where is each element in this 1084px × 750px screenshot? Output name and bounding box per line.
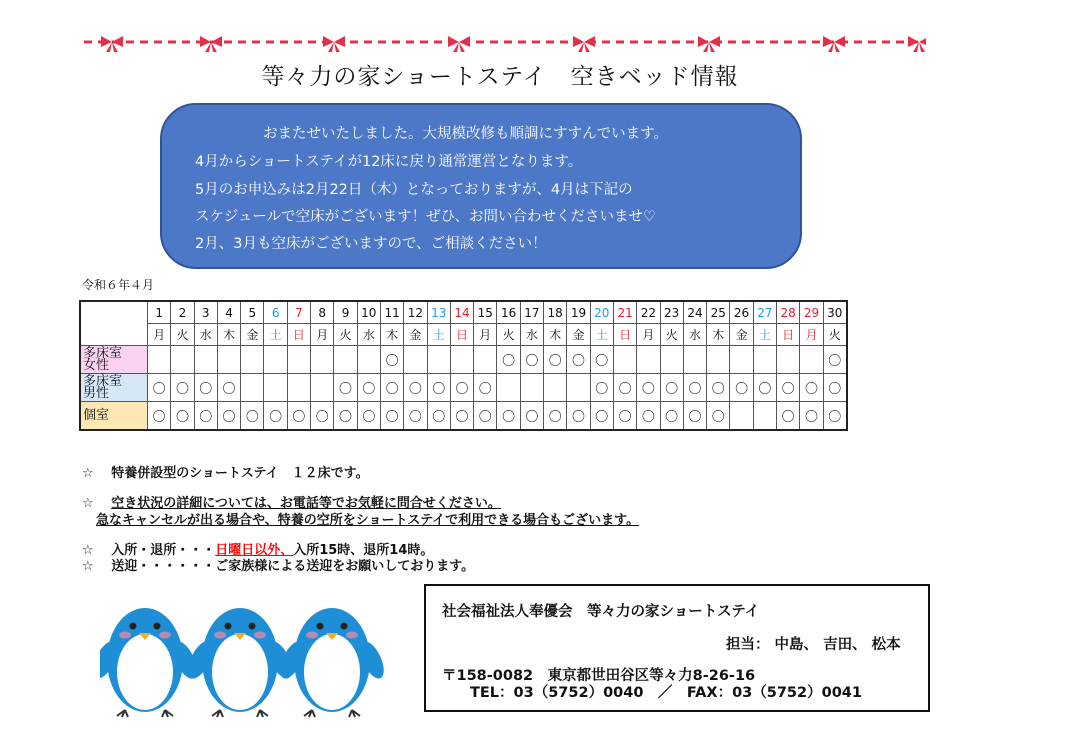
day-number: 7 — [287, 301, 310, 324]
empty-cell — [707, 346, 730, 374]
day-number: 14 — [450, 301, 473, 324]
available-mark: 〇 — [590, 374, 613, 402]
page-title: 等々力の家ショートステイ 空きベッド情報 — [261, 64, 739, 90]
weekday-label: 土 — [753, 324, 776, 346]
empty-cell — [613, 346, 636, 374]
ribbon-bow-icon — [823, 36, 845, 52]
available-mark: 〇 — [567, 402, 590, 431]
available-mark: 〇 — [380, 402, 403, 431]
empty-cell — [800, 346, 823, 374]
weekday-label: 金 — [730, 324, 753, 346]
empty-cell — [241, 346, 264, 374]
empty-cell — [544, 374, 567, 402]
empty-cell — [427, 346, 450, 374]
day-number: 23 — [660, 301, 683, 324]
day-number: 5 — [241, 301, 264, 324]
available-mark: 〇 — [637, 374, 660, 402]
phone-fax: TEL：03（5752）0040 ／ FAX：03（5752）0041 — [470, 685, 862, 701]
weekday-label: 月 — [311, 324, 334, 346]
star-icon: ☆ — [82, 543, 94, 558]
day-number: 4 — [217, 301, 240, 324]
empty-cell — [660, 346, 683, 374]
room-row — [80, 402, 847, 431]
available-mark: 〇 — [637, 402, 660, 431]
day-number: 27 — [753, 301, 776, 324]
note-item — [82, 555, 474, 574]
available-mark: 〇 — [194, 374, 217, 402]
day-number: 26 — [730, 301, 753, 324]
weekday-label: 日 — [613, 324, 636, 346]
day-number: 9 — [334, 301, 357, 324]
available-mark: 〇 — [800, 374, 823, 402]
availability-calendar — [79, 300, 848, 431]
available-mark: 〇 — [590, 346, 613, 374]
day-number: 6 — [264, 301, 287, 324]
ribbon-decoration — [84, 36, 926, 54]
weekday-label: 木 — [544, 324, 567, 346]
ribbon-bow-icon — [908, 36, 926, 52]
available-mark: 〇 — [334, 374, 357, 402]
weekday-label: 日 — [450, 324, 473, 346]
available-mark: 〇 — [148, 374, 171, 402]
available-mark: 〇 — [544, 402, 567, 431]
weekday-label: 水 — [194, 324, 217, 346]
star-icon: ☆ — [82, 559, 94, 574]
available-mark: 〇 — [474, 374, 497, 402]
weekday-label: 日 — [777, 324, 800, 346]
available-mark: 〇 — [823, 402, 847, 431]
star-icon: ☆ — [82, 466, 94, 481]
available-mark: 〇 — [148, 402, 171, 431]
empty-cell — [171, 346, 194, 374]
day-number: 29 — [800, 301, 823, 324]
available-mark: 〇 — [450, 402, 473, 431]
available-mark: 〇 — [264, 402, 287, 431]
weekday-label: 金 — [404, 324, 427, 346]
calendar-corner-cell — [80, 301, 148, 346]
weekday-label: 月 — [800, 324, 823, 346]
available-mark: 〇 — [660, 402, 683, 431]
announcement-line: 2月、3月も空床がございますので、ご相談ください！ — [195, 236, 547, 252]
available-mark: 〇 — [357, 374, 380, 402]
weekday-label: 火 — [660, 324, 683, 346]
empty-cell — [241, 374, 264, 402]
available-mark: 〇 — [380, 374, 403, 402]
empty-cell — [194, 346, 217, 374]
weekday-label: 火 — [497, 324, 520, 346]
day-number: 18 — [544, 301, 567, 324]
announcement-bubble — [160, 103, 802, 269]
available-mark: 〇 — [427, 374, 450, 402]
empty-cell — [334, 346, 357, 374]
note-text: 送迎・・・・・・ご家族様による送迎をお願いしております。 — [111, 559, 475, 574]
available-mark: 〇 — [660, 374, 683, 402]
available-mark: 〇 — [613, 402, 636, 431]
weekday-label: 金 — [567, 324, 590, 346]
day-number: 2 — [171, 301, 194, 324]
day-number: 13 — [427, 301, 450, 324]
day-number: 3 — [194, 301, 217, 324]
day-number: 12 — [404, 301, 427, 324]
available-mark: 〇 — [683, 402, 706, 431]
available-mark: 〇 — [171, 402, 194, 431]
weekday-label: 水 — [520, 324, 543, 346]
day-number: 21 — [613, 301, 636, 324]
available-mark: 〇 — [311, 402, 334, 431]
announcement-line: おまたせいたしました。大規模改修も順調にすすんでいます。 — [263, 126, 668, 142]
available-mark: 〇 — [567, 346, 590, 374]
weekday-label: 日 — [287, 324, 310, 346]
address: 〒158-0082 東京都世田谷区等々力8-26-16 — [442, 668, 756, 684]
star-icon: ☆ — [82, 496, 94, 511]
weekday-label: 木 — [707, 324, 730, 346]
available-mark: 〇 — [427, 402, 450, 431]
available-mark: 〇 — [474, 402, 497, 431]
weekday-label: 土 — [264, 324, 287, 346]
available-mark: 〇 — [520, 402, 543, 431]
penguin-icon — [275, 608, 388, 717]
note-text: 特養併設型のショートステイ １２床です。 — [111, 466, 369, 481]
day-number: 20 — [590, 301, 613, 324]
available-mark: 〇 — [777, 374, 800, 402]
ribbon-bow-icon — [101, 36, 123, 52]
staff-names: 担当： 中島、 吉田、 松本 — [726, 637, 901, 653]
available-mark: 〇 — [497, 402, 520, 431]
day-number: 22 — [637, 301, 660, 324]
room-type-label: 多床室 男性 — [80, 374, 148, 402]
available-mark: 〇 — [520, 346, 543, 374]
available-mark: 〇 — [707, 402, 730, 431]
note-item — [96, 509, 639, 528]
weekday-label: 水 — [357, 324, 380, 346]
weekday-label: 金 — [241, 324, 264, 346]
available-mark: 〇 — [171, 374, 194, 402]
room-type-label: 多床室 女性 — [80, 346, 148, 374]
empty-cell — [567, 374, 590, 402]
available-mark: 〇 — [823, 374, 847, 402]
empty-cell — [264, 374, 287, 402]
ribbon-bow-icon — [200, 36, 222, 52]
note-highlight: 日曜日以外、 — [215, 543, 294, 558]
available-mark: 〇 — [404, 374, 427, 402]
empty-cell — [683, 346, 706, 374]
empty-cell — [217, 346, 240, 374]
empty-cell — [497, 374, 520, 402]
available-mark: 〇 — [753, 374, 776, 402]
weekday-label: 木 — [380, 324, 403, 346]
day-number: 28 — [777, 301, 800, 324]
ribbon-bow-icon — [323, 36, 345, 52]
available-mark: 〇 — [800, 402, 823, 431]
empty-cell — [753, 402, 776, 431]
empty-cell — [637, 346, 660, 374]
day-number: 19 — [567, 301, 590, 324]
organization-name: 社会福祉法人奉優会 等々力の家ショートステイ — [442, 604, 760, 620]
available-mark: 〇 — [287, 402, 310, 431]
available-mark: 〇 — [707, 374, 730, 402]
weekday-label: 水 — [683, 324, 706, 346]
available-mark: 〇 — [450, 374, 473, 402]
available-mark: 〇 — [380, 346, 403, 374]
empty-cell — [474, 346, 497, 374]
available-mark: 〇 — [194, 402, 217, 431]
day-number: 8 — [311, 301, 334, 324]
empty-cell — [730, 402, 753, 431]
day-number: 10 — [357, 301, 380, 324]
empty-cell — [520, 374, 543, 402]
empty-cell — [148, 346, 171, 374]
note-text: 急なキャンセルが出る場合や、特養の空所をショートステイで利用できる場合もございます。 — [96, 513, 640, 528]
weekday-label: 月 — [148, 324, 171, 346]
empty-cell — [264, 346, 287, 374]
ribbon-bow-icon — [573, 36, 595, 52]
empty-cell — [311, 346, 334, 374]
empty-cell — [753, 346, 776, 374]
ribbon-bow-icon — [448, 36, 470, 52]
day-number: 17 — [520, 301, 543, 324]
empty-cell — [730, 346, 753, 374]
available-mark: 〇 — [241, 402, 264, 431]
room-type-label: 個室 — [80, 402, 148, 431]
empty-cell — [311, 374, 334, 402]
day-number: 30 — [823, 301, 847, 324]
note-text: 入所15時、退所14時。 — [293, 543, 434, 558]
empty-cell — [450, 346, 473, 374]
penguin-illustration — [100, 590, 390, 720]
room-row — [80, 374, 847, 402]
contact-box — [424, 584, 930, 712]
empty-cell — [357, 346, 380, 374]
weekday-label: 木 — [217, 324, 240, 346]
weekday-label: 月 — [637, 324, 660, 346]
announcement-line: 5月のお申込みは2月22日（木）となっておりますが、4月は下記の — [195, 182, 633, 198]
announcement-line: 4月からショートステイが12床に戻り通常運営となります。 — [195, 154, 583, 170]
empty-cell — [287, 374, 310, 402]
announcement-line: スケジュールで空床がございます！ぜひ、お問い合わせくださいませ♡ — [195, 209, 657, 225]
empty-cell — [777, 346, 800, 374]
weekday-label: 火 — [334, 324, 357, 346]
day-number: 15 — [474, 301, 497, 324]
available-mark: 〇 — [404, 402, 427, 431]
day-number: 25 — [707, 301, 730, 324]
available-mark: 〇 — [683, 374, 706, 402]
available-mark: 〇 — [777, 402, 800, 431]
calendar-month-label: 令和６年４月 — [82, 278, 155, 292]
available-mark: 〇 — [823, 346, 847, 374]
note-text: 空き状況の詳細については、お電話等でお気軽に問合せください。 — [111, 496, 501, 511]
day-number: 16 — [497, 301, 520, 324]
empty-cell — [287, 346, 310, 374]
day-number: 11 — [380, 301, 403, 324]
available-mark: 〇 — [730, 374, 753, 402]
note-item — [82, 462, 369, 481]
available-mark: 〇 — [590, 402, 613, 431]
penguin-icon — [183, 608, 296, 717]
day-number: 24 — [683, 301, 706, 324]
available-mark: 〇 — [544, 346, 567, 374]
available-mark: 〇 — [217, 374, 240, 402]
penguin-icon — [100, 608, 202, 717]
weekday-label: 土 — [427, 324, 450, 346]
weekday-label: 火 — [171, 324, 194, 346]
empty-cell — [404, 346, 427, 374]
available-mark: 〇 — [497, 346, 520, 374]
note-text: 入所・退所・・・ — [111, 543, 216, 558]
available-mark: 〇 — [357, 402, 380, 431]
weekday-label: 月 — [474, 324, 497, 346]
ribbon-bow-icon — [698, 36, 720, 52]
weekday-label: 土 — [590, 324, 613, 346]
weekday-label: 火 — [823, 324, 847, 346]
day-number: 1 — [148, 301, 171, 324]
available-mark: 〇 — [613, 374, 636, 402]
room-row — [80, 346, 847, 374]
available-mark: 〇 — [217, 402, 240, 431]
available-mark: 〇 — [334, 402, 357, 431]
